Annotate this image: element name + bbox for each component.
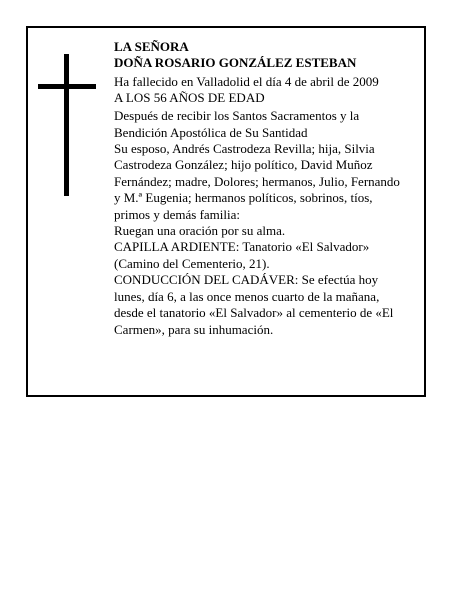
procession-line: CONDUCCIÓN DEL CADÁVER: Se efectúa hoy	[114, 272, 379, 288]
family-line: Su esposo, Andrés Castrodeza Revilla; hija, Silvia	[114, 141, 375, 157]
prayer-line: Ruegan una oración por su alma.	[114, 223, 286, 239]
notice-title: LA SEÑORA	[114, 39, 189, 54]
family-line: primos y demás familia:	[114, 206, 241, 222]
age-line: A LOS 56 AÑOS DE EDAD	[114, 90, 265, 106]
procession-line: lunes, día 6, a las once menos cuarto de la mañana,	[114, 288, 380, 304]
family-line: y M.ª Eugenia; hermanos políticos, sobrinos, tíos,	[114, 190, 373, 206]
obituary-text	[114, 39, 424, 338]
procession-line: Carmen», para su inhumación.	[114, 321, 274, 337]
sacraments-line: Bendición Apostólica de Su Santidad	[114, 124, 308, 140]
chapel-line: (Camino del Cementerio, 21).	[114, 255, 270, 271]
cross-icon	[64, 54, 69, 196]
family-line: Castrodeza González; hijo político, David Muñoz	[114, 157, 373, 173]
sacraments-line: Después de recibir los Santos Sacramentos y la	[114, 108, 360, 124]
cross-icon-bar	[38, 84, 96, 89]
chapel-line: CAPILLA ARDIENTE: Tanatorio «El Salvador»	[114, 239, 370, 255]
family-line: Fernández; madre, Dolores; hermanos, Julio, Fernando	[114, 173, 400, 189]
death-line: Ha fallecido en Valladolid el día 4 de abril de 2009	[114, 73, 379, 89]
deceased-name: DOÑA ROSARIO GONZÁLEZ ESTEBAN	[114, 55, 357, 71]
procession-line: desde el tanatorio «El Salvador» al cementerio de «El	[114, 305, 394, 321]
